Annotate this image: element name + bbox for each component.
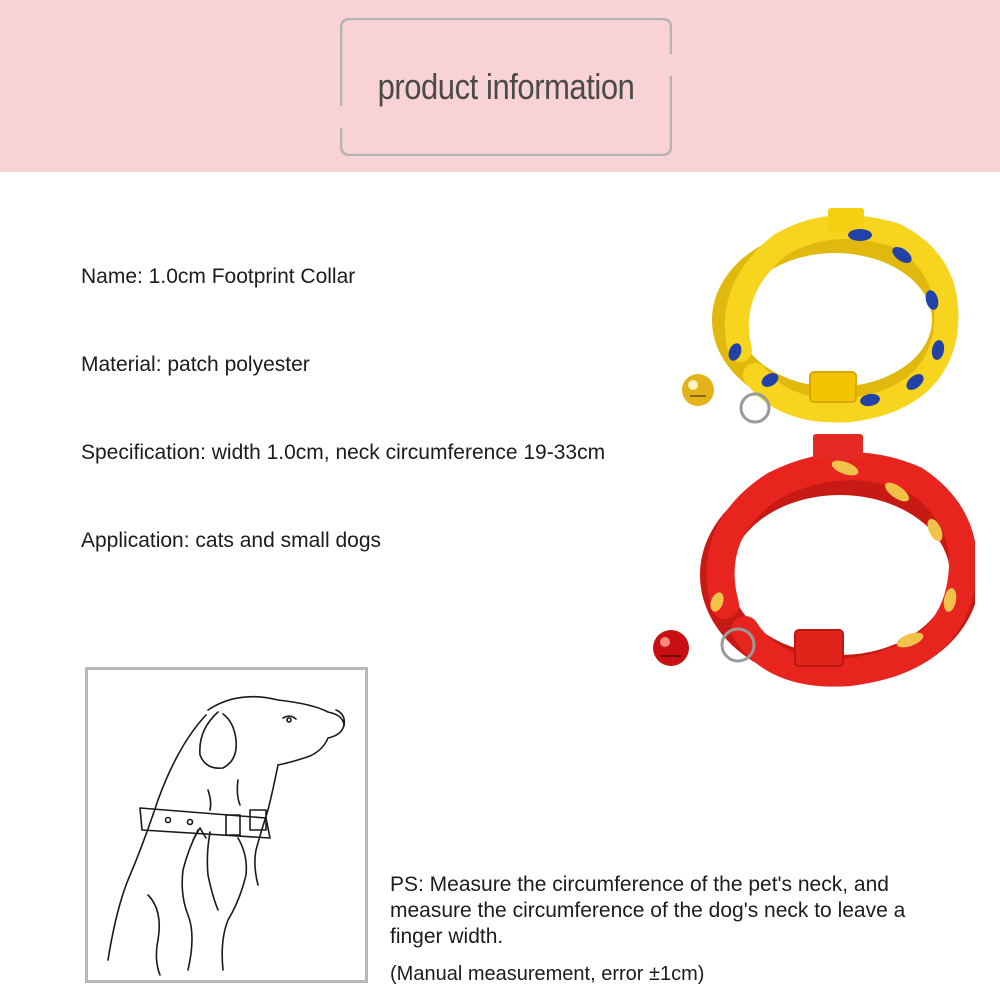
page-title: product information: [377, 66, 635, 107]
yellow-collar-image: [670, 200, 970, 435]
dog-sketch-image: [85, 667, 368, 983]
measurement-note: PS: Measure the circumference of the pet's neck, and measure the circumference of the dog's neck to leave a finger width.: [390, 873, 906, 948]
measurement-error-note: (Manual measurement, error ±1cm): [390, 963, 705, 985]
header-frame: [340, 18, 672, 156]
red-collar-image: [645, 430, 975, 690]
spec-application: Application: cats and small dogs: [81, 529, 381, 552]
spec-material: Material: patch polyester: [81, 353, 310, 376]
spec-name: Name: 1.0cm Footprint Collar: [81, 265, 356, 288]
spec-specification: Specification: width 1.0cm, neck circumference 19-33cm: [81, 441, 606, 464]
